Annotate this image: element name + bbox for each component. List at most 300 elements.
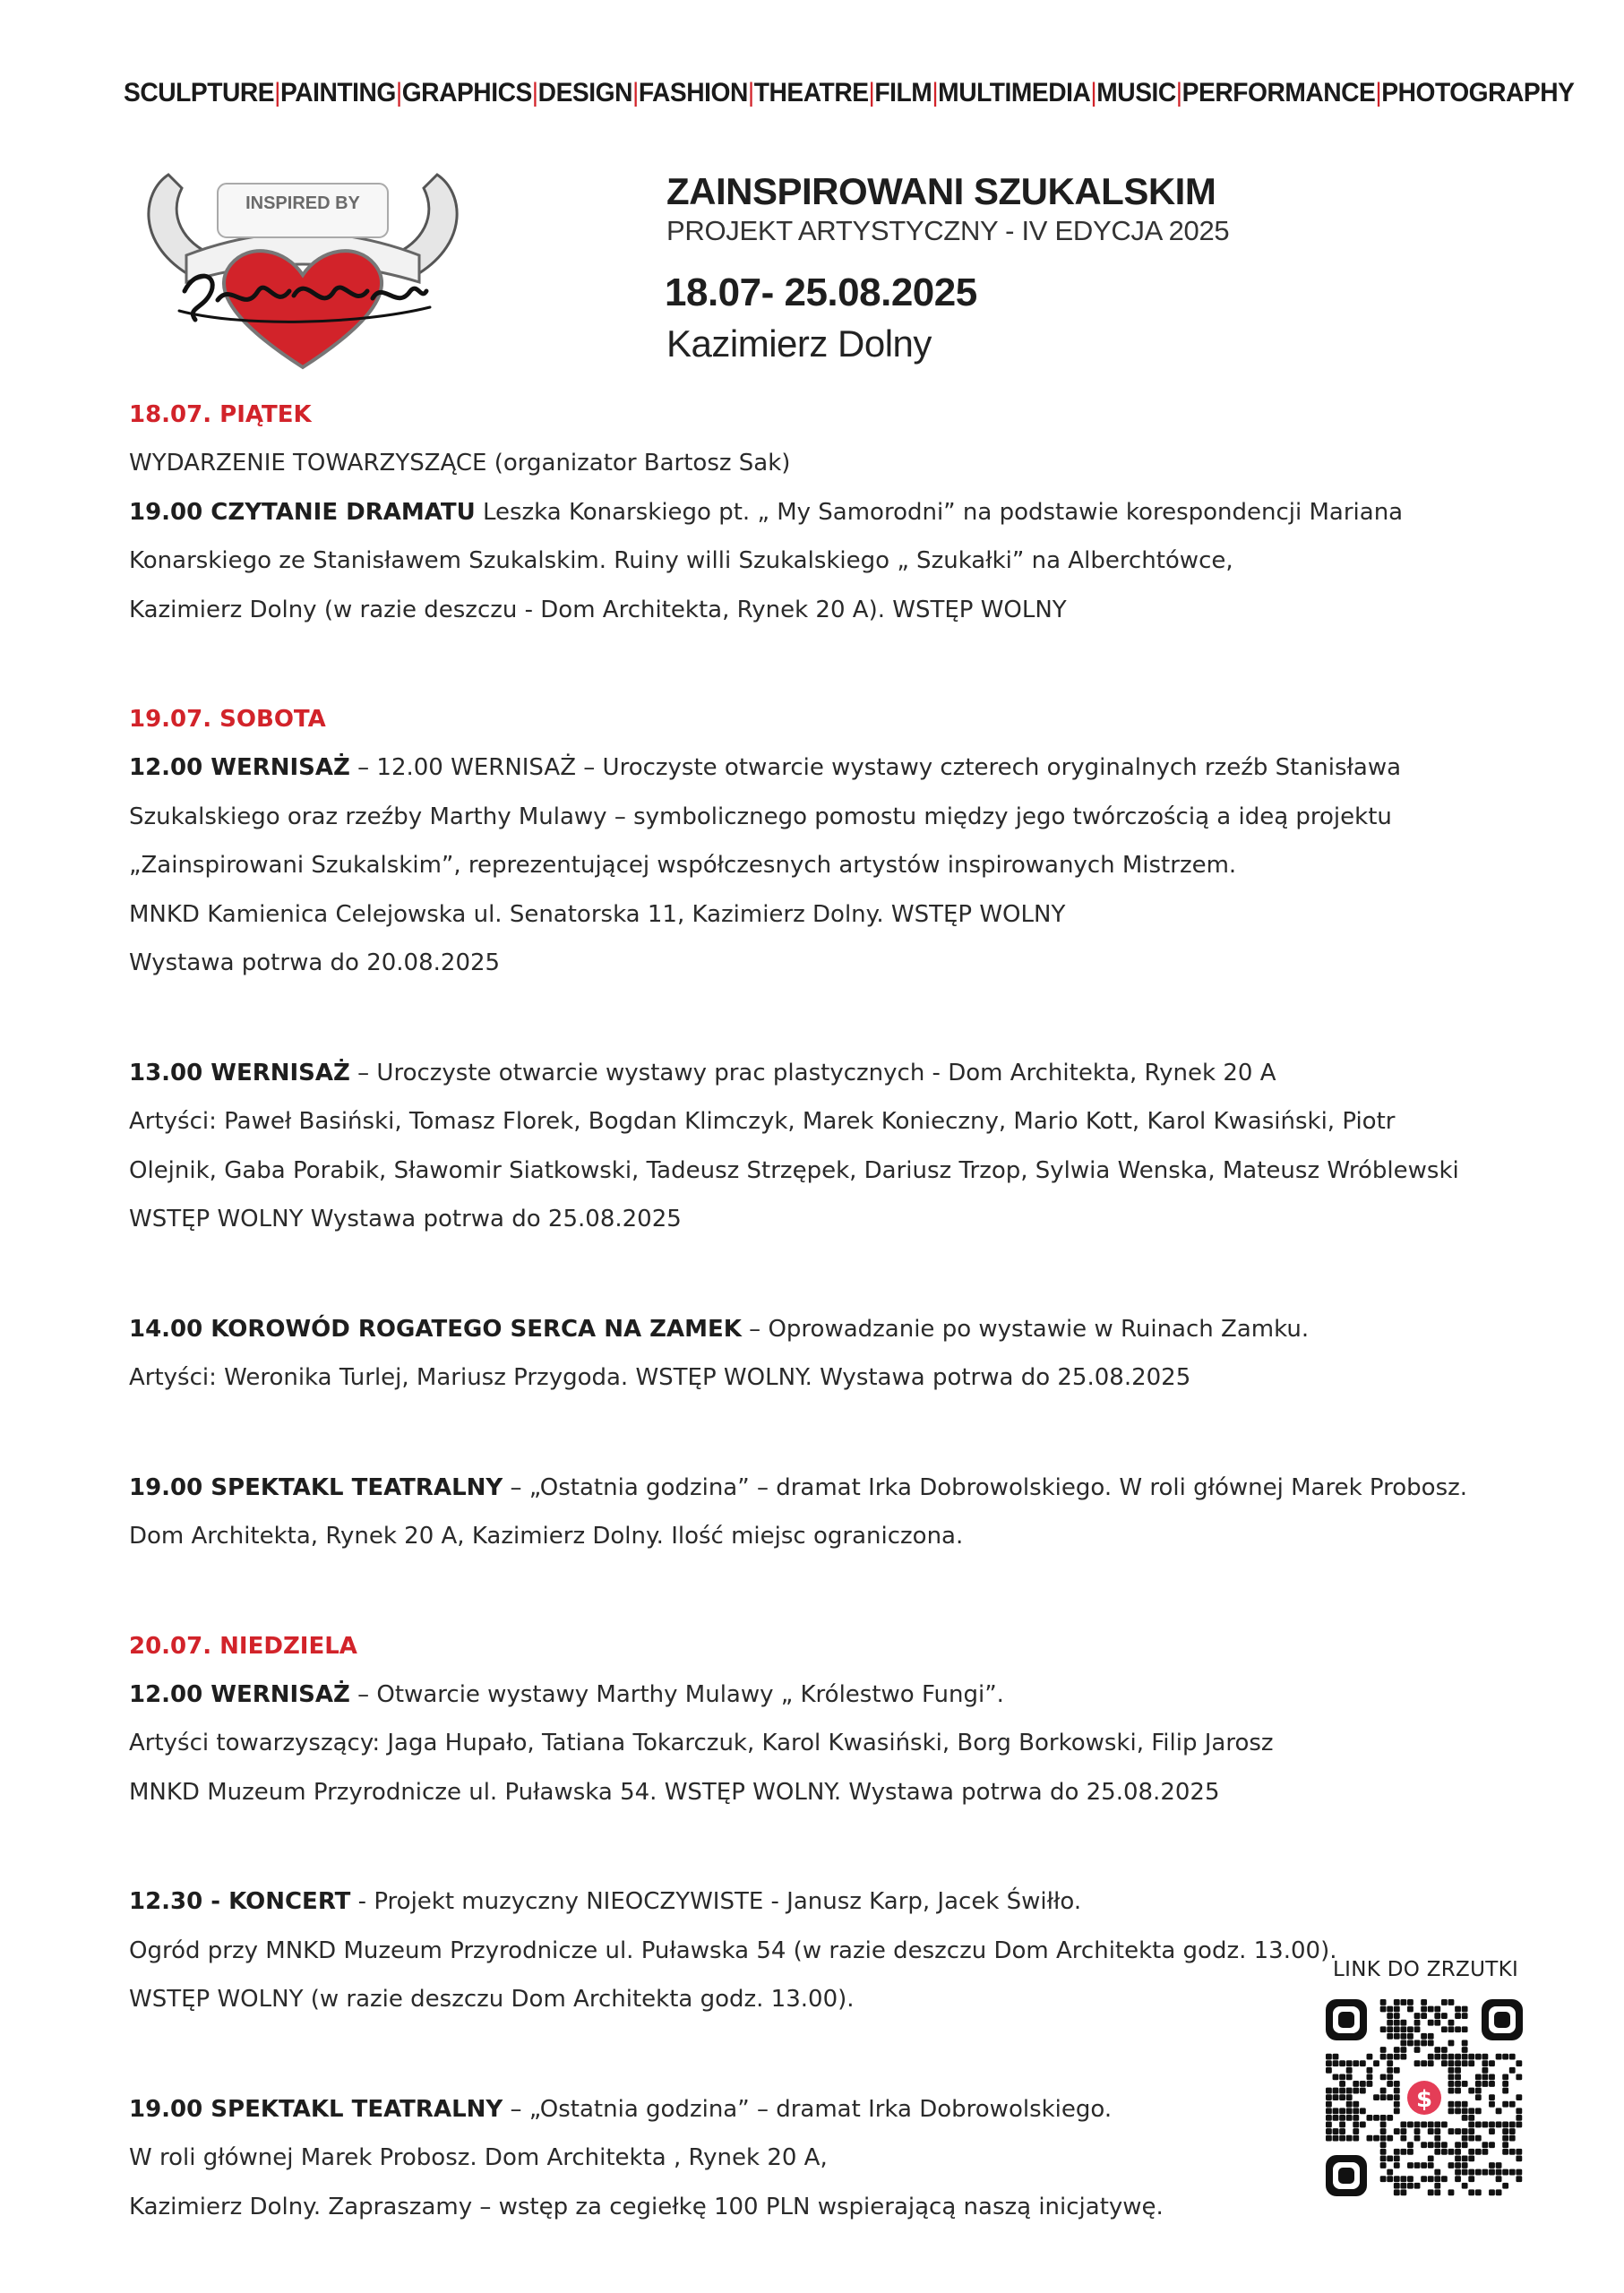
qr-module — [1462, 2162, 1468, 2168]
qr-module — [1462, 2026, 1468, 2032]
qr-module — [1468, 2149, 1474, 2155]
separator: | — [1175, 78, 1182, 107]
discipline-item: DESIGN — [537, 78, 632, 107]
qr-module — [1502, 2122, 1508, 2128]
inspired-by-szukalski-logo — [133, 157, 473, 372]
qr-module — [1462, 2108, 1468, 2114]
qr-module — [1502, 2183, 1508, 2189]
event-line — [129, 1305, 1526, 1354]
qr-module — [1333, 2088, 1339, 2094]
qr-module — [1353, 2101, 1359, 2108]
qr-module — [1489, 2081, 1495, 2087]
qr-module — [1387, 2081, 1393, 2087]
separator: | — [274, 78, 280, 107]
qr-module — [1360, 2081, 1366, 2087]
qr-module — [1489, 2128, 1495, 2134]
qr-module — [1468, 2128, 1474, 2134]
qr-module — [1468, 2054, 1474, 2060]
qr-module — [1414, 2013, 1421, 2019]
qr-module — [1339, 2060, 1345, 2066]
qr-module — [1428, 2020, 1434, 2026]
qr-module — [1394, 2013, 1400, 2019]
qr-module — [1394, 2033, 1400, 2040]
qr-module — [1400, 2189, 1406, 2195]
qr-module — [1428, 2155, 1434, 2161]
qr-module — [1502, 2054, 1508, 2060]
qr-module — [1387, 2176, 1393, 2182]
program-line: MNKD Kamienica Celejowska ul. Senatorska 11, Kazimierz Dolny. WSTĘP WOLNY — [129, 900, 1066, 928]
qr-module — [1394, 2006, 1400, 2013]
qr-module — [1428, 2142, 1434, 2148]
qr-module — [1489, 2162, 1495, 2168]
qr-module — [1516, 2060, 1522, 2066]
event-description: – Oprowadzanie po wystawie w Ruinach Zamku. — [741, 1315, 1310, 1343]
logo-caption: INSPIRED BY — [245, 193, 360, 213]
event-time-title: 12.00 WERNISAŻ — [129, 1680, 350, 1708]
qr-module — [1407, 2122, 1413, 2128]
qr-module — [1448, 2128, 1455, 2134]
qr-module — [1400, 2026, 1406, 2032]
event-line — [129, 743, 1526, 793]
qr-module — [1468, 2169, 1474, 2176]
qr-module — [1414, 2128, 1421, 2134]
qr-module — [1394, 2081, 1400, 2087]
qr-module — [1455, 2026, 1461, 2032]
program-line: Kazimierz Dolny. Zapraszamy – wstęp za cegiełkę 100 PLN wspierającą naszą inicjatywę. — [129, 2193, 1164, 2220]
qr-module — [1339, 2081, 1345, 2087]
qr-module — [1502, 2149, 1508, 2155]
qr-module — [1367, 2074, 1373, 2080]
event-description: – 12.00 WERNISAŻ – Uroczyste otwarcie wystawy czterech oryginalnych rzeźb Stanisława — [349, 754, 1402, 781]
qr-module — [1367, 2081, 1373, 2087]
qr-module — [1400, 2047, 1406, 2053]
qr-finder-top-right — [1482, 1999, 1523, 2040]
qr-module — [1333, 2060, 1339, 2066]
qr-module — [1326, 2088, 1332, 2094]
qr-module — [1448, 2162, 1455, 2168]
qr-module — [1414, 2020, 1421, 2026]
qr-module — [1441, 2060, 1448, 2066]
qr-module — [1394, 2162, 1400, 2168]
qr-module — [1407, 2149, 1413, 2155]
event-time-title: 12.00 WERNISAŻ — [129, 754, 350, 781]
qr-module — [1482, 2149, 1488, 2155]
qr-module — [1509, 2101, 1516, 2108]
discipline-item: FASHION — [638, 78, 748, 107]
qr-module — [1353, 2060, 1359, 2066]
qr-module — [1428, 2189, 1434, 2195]
qr-module — [1509, 2135, 1516, 2142]
qr-module — [1502, 2128, 1508, 2134]
day-heading: 20.07. NIEDZIELA — [129, 1632, 357, 1660]
qr-module — [1380, 2155, 1387, 2161]
qr-module — [1462, 2013, 1468, 2019]
qr-module — [1428, 2176, 1434, 2182]
qr-module — [1448, 2020, 1455, 2026]
qr-module — [1455, 2169, 1461, 2176]
qr-module — [1333, 2074, 1339, 2080]
qr-module — [1339, 2074, 1345, 2080]
qr-module — [1407, 2183, 1413, 2189]
qr-module — [1387, 2169, 1393, 2176]
qr-module — [1441, 2142, 1448, 2148]
qr-module — [1380, 2149, 1387, 2155]
qr-module — [1326, 2054, 1332, 2060]
qr-module — [1333, 2135, 1339, 2142]
qr-module — [1400, 2176, 1406, 2182]
qr-module — [1509, 2067, 1516, 2074]
program-line: Artyści: Weronika Turlej, Mariusz Przygoda. WSTĘP WOLNY. Wystawa potrwa do 25.08.2025 — [129, 1364, 1191, 1391]
qr-module — [1462, 2006, 1468, 2013]
qr-module — [1455, 2142, 1461, 2148]
qr-module — [1400, 2033, 1406, 2040]
qr-module — [1434, 2122, 1440, 2128]
qr-module — [1455, 2060, 1461, 2066]
program-line: WSTĘP WOLNY Wystawa potrwa do 25.08.2025 — [129, 1206, 682, 1232]
qr-module — [1496, 2054, 1502, 2060]
qr-module — [1353, 2088, 1359, 2094]
qr-module — [1509, 2149, 1516, 2155]
qr-module — [1434, 2006, 1440, 2013]
qr-module — [1333, 2115, 1339, 2121]
qr-module — [1482, 2054, 1488, 2060]
qr-module — [1373, 2094, 1379, 2100]
event-place: Kazimierz Dolny — [666, 322, 932, 365]
qr-module — [1468, 2088, 1474, 2094]
qr-module — [1455, 2088, 1461, 2094]
qr-module — [1414, 2047, 1421, 2053]
qr-module — [1475, 2074, 1482, 2080]
qr-module — [1339, 2108, 1345, 2114]
qr-module — [1387, 2155, 1393, 2161]
qr-module — [1434, 2169, 1440, 2176]
qr-module — [1502, 2135, 1508, 2142]
qr-module — [1400, 2040, 1406, 2047]
qr-module — [1367, 2067, 1373, 2074]
qr-module — [1482, 2074, 1488, 2080]
program-line: Konarskiego ze Stanisławem Szukalskim. Ruiny willi Szukalskiego „ Szukałki” na Alberchtówce, — [129, 547, 1233, 574]
qr-module — [1414, 2122, 1421, 2128]
qr-module — [1387, 2135, 1393, 2142]
qr-module — [1489, 2101, 1495, 2108]
qr-module — [1475, 2094, 1482, 2100]
qr-module — [1475, 2149, 1482, 2155]
qr-module — [1380, 2162, 1387, 2168]
qr-module — [1414, 2135, 1421, 2142]
qr-module — [1353, 2108, 1359, 2114]
qr-module — [1489, 2189, 1495, 2195]
qr-module — [1448, 2054, 1455, 2060]
separator: | — [632, 78, 639, 107]
qr-module — [1448, 2101, 1455, 2108]
qr-module — [1434, 2176, 1440, 2182]
qr-module — [1421, 2060, 1427, 2066]
qr-module — [1421, 2142, 1427, 2148]
separator: | — [747, 78, 754, 107]
qr-module — [1462, 2169, 1468, 2176]
qr-finder-bottom-left — [1326, 2155, 1367, 2196]
program-line: „Zainspirowani Szukalskim”, reprezentującej współczesnych artystów inspirowanych Mistrzem. — [129, 852, 1237, 879]
qr-module — [1326, 2108, 1332, 2114]
event-line — [129, 488, 1526, 537]
qr-module — [1407, 2006, 1413, 2013]
program-line: Artyści: Paweł Basiński, Tomasz Florek, Bogdan Klimczyk, Marek Konieczny, Mario Kott, Karol Kwasiński, Piotr — [129, 1108, 1396, 1135]
qr-module — [1509, 2054, 1516, 2060]
qr-module — [1407, 2162, 1413, 2168]
qr-module — [1455, 2074, 1461, 2080]
qr-module — [1380, 1999, 1387, 2005]
qr-module — [1421, 2122, 1427, 2128]
qr-module — [1448, 2060, 1455, 2066]
day-heading: 19.07. SOBOTA — [129, 706, 326, 733]
qr-module — [1380, 2128, 1387, 2134]
qr-module — [1502, 2074, 1508, 2080]
qr-module — [1455, 2162, 1461, 2168]
qr-module — [1434, 2020, 1440, 2026]
qr-module — [1502, 2088, 1508, 2094]
qr-module — [1400, 2183, 1406, 2189]
qr-module — [1326, 2122, 1332, 2128]
qr-module — [1496, 2122, 1502, 2128]
qr-module — [1380, 2054, 1387, 2060]
qr-module — [1421, 2013, 1427, 2019]
qr-module — [1455, 2101, 1461, 2108]
qr-module — [1367, 2054, 1373, 2060]
qr-module — [1326, 2060, 1332, 2066]
discipline-item: GRAPHICS — [401, 78, 532, 107]
qr-module — [1380, 2094, 1387, 2100]
qr-module — [1489, 2060, 1495, 2066]
qr-module — [1434, 2054, 1440, 2060]
qr-module — [1394, 2149, 1400, 2155]
qr-module — [1387, 2020, 1393, 2026]
page-subtitle: PROJEKT ARTYSTYCZNY - IV EDYCJA 2025 — [666, 215, 1230, 246]
qr-module — [1434, 2013, 1440, 2019]
qr-module — [1475, 2169, 1482, 2176]
qr-module — [1434, 2149, 1440, 2155]
program-line: Wystawa potrwa do 20.08.2025 — [129, 949, 501, 976]
qr-module — [1360, 2060, 1366, 2066]
qr-module — [1462, 2142, 1468, 2148]
qr-module — [1414, 2026, 1421, 2032]
qr-code-graphic — [1326, 1999, 1523, 2196]
program-line: WSTĘP WOLNY (w razie deszczu Dom Architekta godz. 13.00). — [129, 1986, 855, 2013]
qr-module — [1346, 2067, 1353, 2074]
qr-module — [1380, 2142, 1387, 2148]
qr-module — [1346, 2108, 1353, 2114]
qr-module — [1414, 2060, 1421, 2066]
qr-module — [1407, 2033, 1413, 2040]
qr-module — [1462, 2128, 1468, 2134]
qr-module — [1428, 2040, 1434, 2047]
qr-module — [1394, 2183, 1400, 2189]
qr-finder-top-left — [1326, 1999, 1367, 2040]
qr-module — [1387, 2013, 1393, 2019]
qr-module — [1387, 2094, 1393, 2100]
qr-module — [1400, 2054, 1406, 2060]
qr-module — [1333, 2054, 1339, 2060]
qr-module — [1428, 2162, 1434, 2168]
qr-module — [1394, 2054, 1400, 2060]
qr-module — [1380, 2135, 1387, 2142]
event-description: Leszka Konarskiego pt. „ My Samorodni” na podstawie korespondencji Mariana — [475, 498, 1404, 526]
qr-module — [1441, 2176, 1448, 2182]
event-line — [129, 1670, 1526, 1720]
qr-module — [1448, 2026, 1455, 2032]
qr-module — [1428, 2006, 1434, 2013]
qr-module — [1367, 2115, 1373, 2121]
qr-module — [1421, 2006, 1427, 2013]
qr-label: LINK DO ZRZUTKI — [1333, 1958, 1519, 1981]
discipline-item: MULTIMEDIA — [938, 78, 1091, 107]
qr-module — [1455, 2006, 1461, 2013]
qr-module — [1421, 2033, 1427, 2040]
qr-module — [1434, 2189, 1440, 2195]
dollar-icon — [1403, 2076, 1446, 2119]
qr-module — [1509, 2122, 1516, 2128]
separator: | — [932, 78, 939, 107]
program-line: Ogród przy MNKD Muzeum Przyrodnicze ul. Puławska 54 (w razie deszczu Dom Architekta godz. 13.00). — [129, 1937, 1337, 1964]
program-line: Kazimierz Dolny (w razie deszczu - Dom Architekta, Rynek 20 A). WSTĘP WOLNY — [129, 596, 1067, 623]
qr-module — [1360, 2108, 1366, 2114]
qr-module — [1509, 2169, 1516, 2176]
discipline-item: THEATRE — [753, 78, 869, 107]
qr-module — [1353, 2115, 1359, 2121]
qr-module — [1407, 2142, 1413, 2148]
qr-module — [1455, 2013, 1461, 2019]
qr-module — [1502, 2142, 1508, 2148]
discipline-item: MUSIC — [1096, 78, 1176, 107]
qr-module — [1414, 2183, 1421, 2189]
qr-module — [1468, 2176, 1474, 2182]
event-time-title: 14.00 KOROWÓD ROGATEGO SERCA NA ZAMEK — [129, 1315, 742, 1343]
qr-module — [1400, 2149, 1406, 2155]
disciplines-bar — [124, 73, 1575, 113]
qr-module — [1448, 2108, 1455, 2114]
qr-module — [1475, 2189, 1482, 2195]
event-line — [129, 1877, 1526, 1927]
qr-module — [1346, 2060, 1353, 2066]
zrzutka-qr-code[interactable] — [1326, 1999, 1523, 2196]
event-line — [129, 1049, 1526, 1098]
qr-module — [1448, 2088, 1455, 2094]
qr-module — [1462, 2060, 1468, 2066]
qr-module — [1489, 2094, 1495, 2100]
qr-module — [1339, 2128, 1345, 2134]
qr-module — [1516, 2176, 1522, 2182]
qr-module — [1326, 2128, 1332, 2134]
qr-module — [1400, 2128, 1406, 2134]
qr-module — [1428, 2054, 1434, 2060]
qr-module — [1394, 2047, 1400, 2053]
qr-module — [1496, 2108, 1502, 2114]
qr-module — [1380, 2026, 1387, 2032]
qr-module — [1502, 2169, 1508, 2176]
program — [129, 391, 1526, 2231]
qr-module — [1394, 2026, 1400, 2032]
event-description: – Otwarcie wystawy Marthy Mulawy „ Królestwo Fungi”. — [349, 1680, 1004, 1708]
program-line: W roli głównej Marek Probosz. Dom Architekta , Rynek 20 A, — [129, 2144, 828, 2171]
qr-module — [1462, 2135, 1468, 2142]
qr-module — [1428, 2128, 1434, 2134]
qr-module — [1421, 2176, 1427, 2182]
qr-module — [1380, 2115, 1387, 2121]
qr-module — [1333, 2108, 1339, 2114]
qr-module — [1407, 2026, 1413, 2032]
qr-module — [1434, 2142, 1440, 2148]
qr-module — [1475, 2081, 1482, 2087]
qr-module — [1394, 2067, 1400, 2074]
qr-module — [1400, 1999, 1406, 2005]
qr-module — [1421, 1999, 1427, 2005]
qr-module — [1441, 2122, 1448, 2128]
qr-module — [1468, 2108, 1474, 2114]
qr-module — [1516, 2149, 1522, 2155]
svg-text:$: $ — [1415, 2086, 1433, 2113]
qr-module — [1462, 2155, 1468, 2161]
event-description: – Uroczyste otwarcie wystawy prac plastycznych - Dom Architekta, Rynek 20 A — [349, 1059, 1276, 1086]
qr-module — [1414, 2162, 1421, 2168]
qr-module — [1455, 2067, 1461, 2074]
qr-module — [1516, 2115, 1522, 2121]
separator: | — [395, 78, 402, 107]
qr-module — [1326, 2101, 1332, 2108]
qr-module — [1360, 2122, 1366, 2128]
page-title: ZAINSPIROWANI SZUKALSKIM — [666, 170, 1216, 212]
qr-module — [1496, 2176, 1502, 2182]
qr-module — [1462, 2101, 1468, 2108]
qr-module — [1394, 2108, 1400, 2114]
qr-module — [1462, 2115, 1468, 2121]
qr-module — [1496, 2169, 1502, 2176]
qr-module — [1496, 2162, 1502, 2168]
qr-module — [1455, 2155, 1461, 2161]
qr-module — [1380, 2006, 1387, 2013]
qr-module — [1441, 2149, 1448, 2155]
separator: | — [868, 78, 875, 107]
discipline-item: SCULPTURE — [124, 78, 275, 107]
qr-module — [1482, 2142, 1488, 2148]
qr-module — [1380, 2176, 1387, 2182]
qr-module — [1394, 2155, 1400, 2161]
qr-module — [1428, 2122, 1434, 2128]
qr-module — [1333, 2128, 1339, 2134]
qr-module — [1448, 2189, 1455, 2195]
program-line: Artyści towarzyszący: Jaga Hupało, Tatiana Tokarczuk, Karol Kwasiński, Borg Borkowski, Filip Jarosz — [129, 1730, 1274, 1756]
qr-module — [1455, 2054, 1461, 2060]
qr-module — [1489, 2169, 1495, 2176]
qr-module — [1407, 1999, 1413, 2005]
qr-module — [1475, 2135, 1482, 2142]
qr-module — [1482, 2169, 1488, 2176]
qr-module — [1462, 2183, 1468, 2189]
qr-module — [1475, 2108, 1482, 2114]
qr-module — [1326, 2115, 1332, 2121]
qr-module — [1455, 2176, 1461, 2182]
qr-module — [1468, 2189, 1474, 2195]
qr-module — [1387, 2026, 1393, 2032]
qr-module — [1373, 2115, 1379, 2121]
qr-module — [1516, 2155, 1522, 2161]
discipline-item: FILM — [874, 78, 932, 107]
qr-module — [1380, 2088, 1387, 2094]
qr-module — [1448, 2081, 1455, 2087]
qr-module — [1346, 2101, 1353, 2108]
qr-module — [1373, 2135, 1379, 2142]
qr-module — [1353, 2128, 1359, 2134]
qr-module — [1482, 2060, 1488, 2066]
qr-module — [1387, 2115, 1393, 2121]
